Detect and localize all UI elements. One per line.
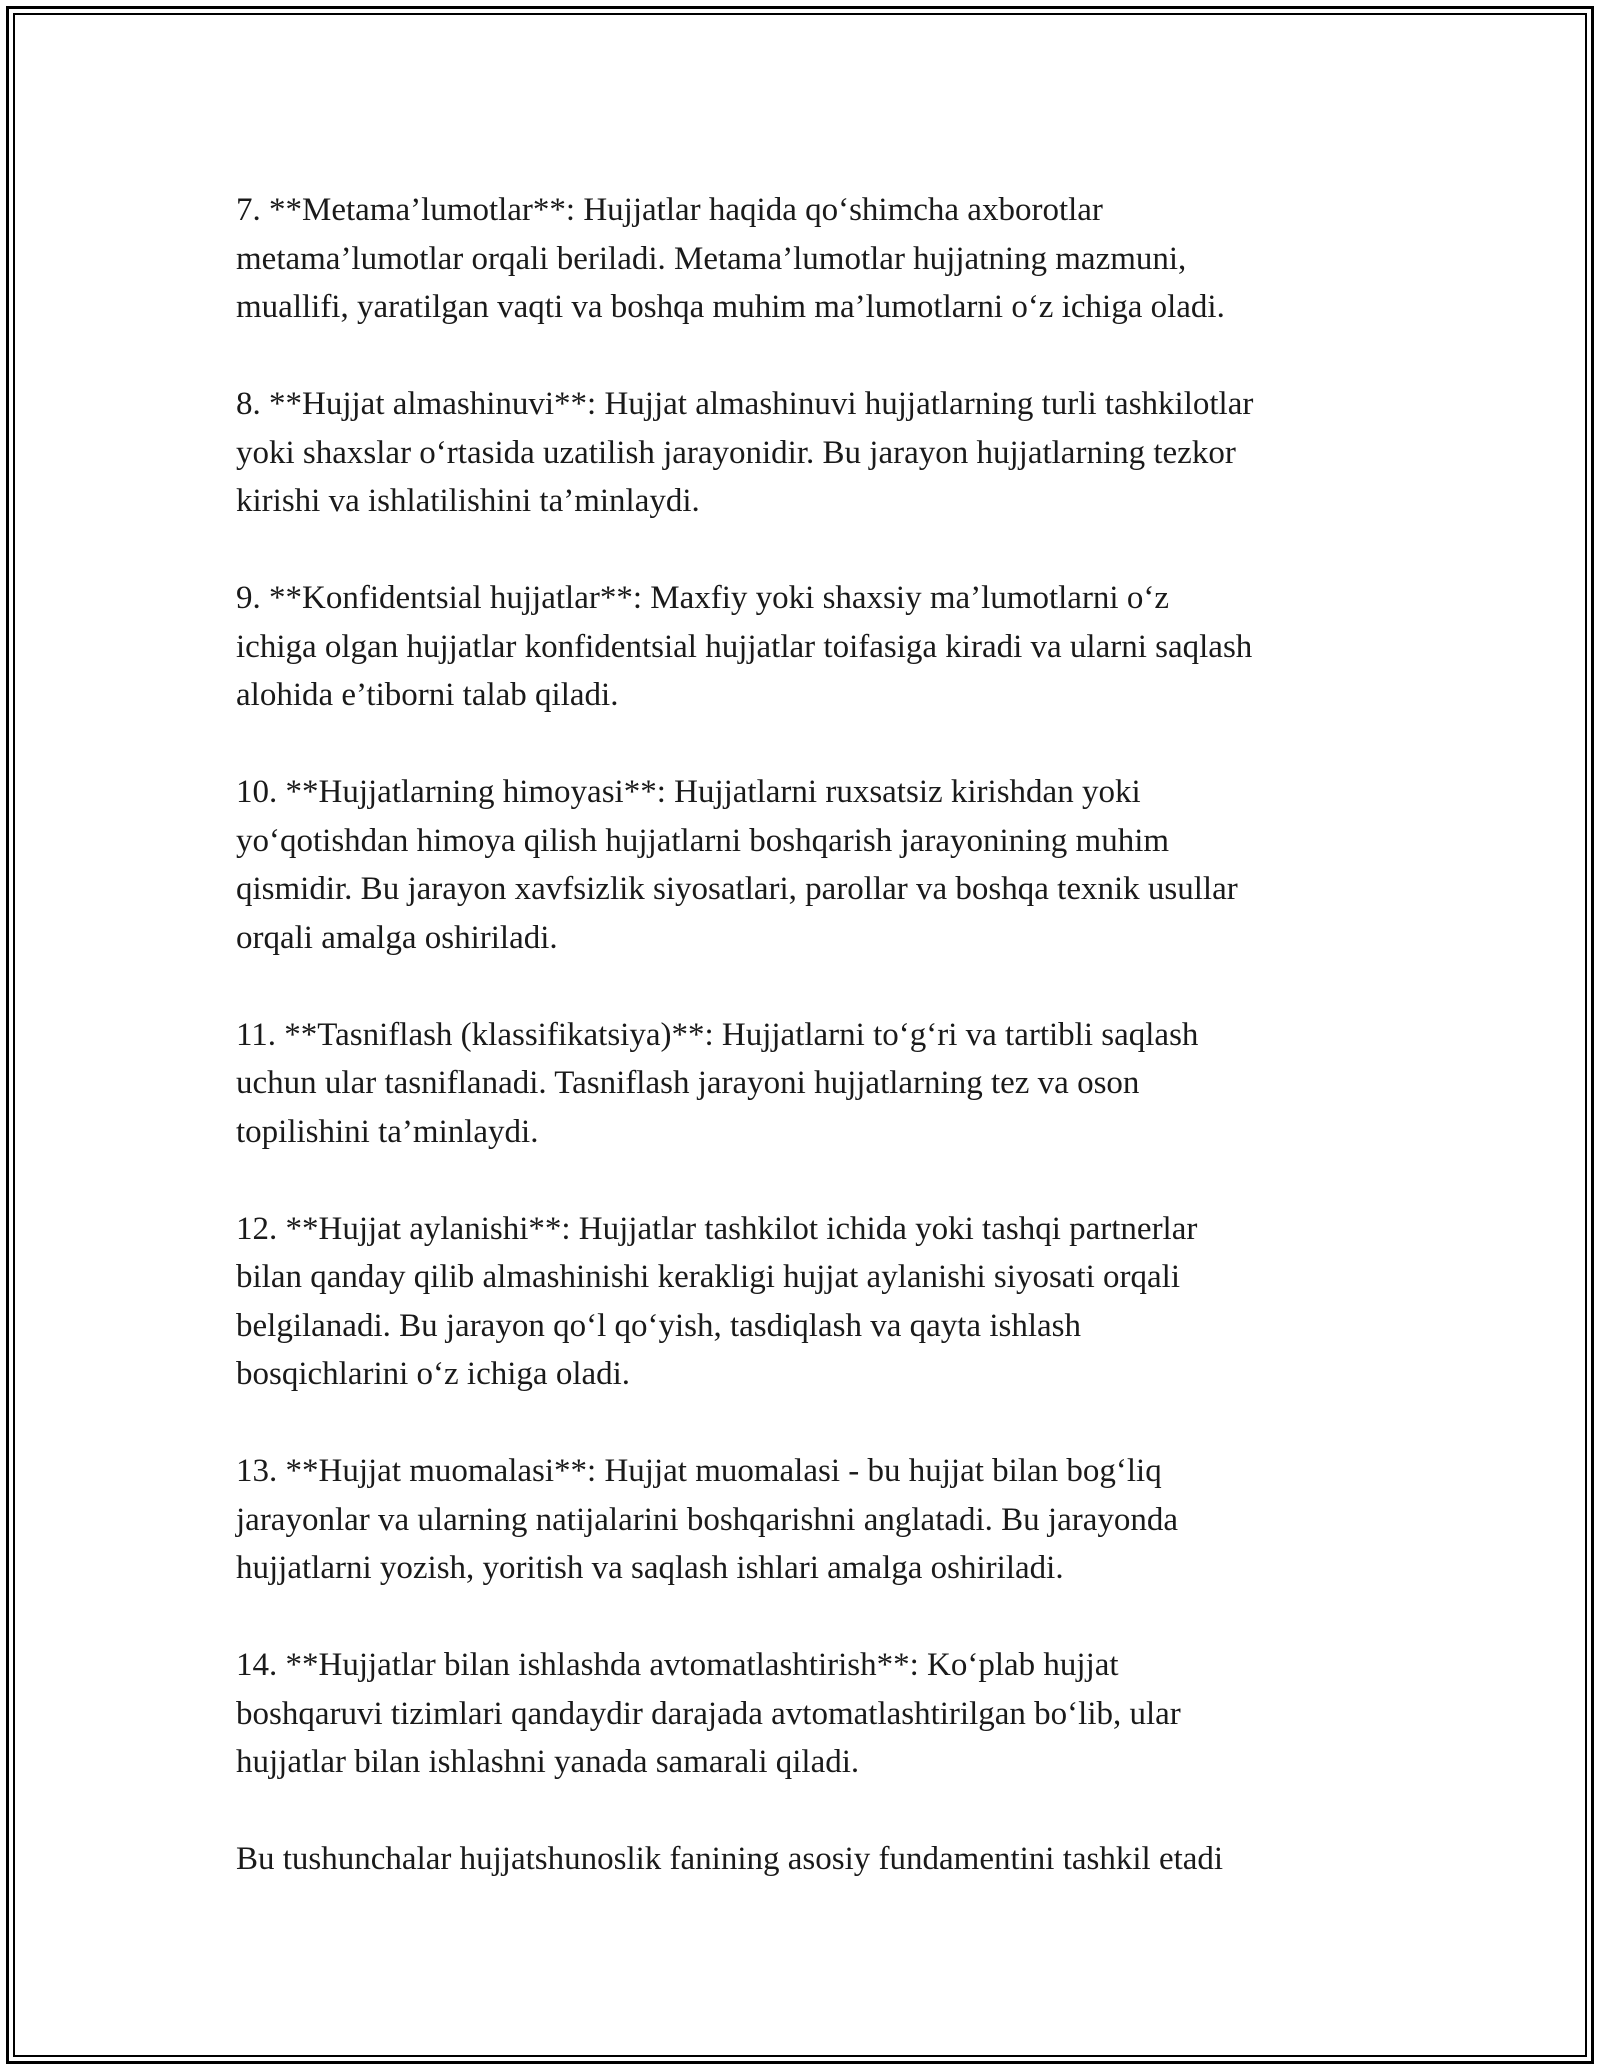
text-line: 12. **Hujjat aylanishi**: Hujjatlar tashkilot ichida yoki tashqi partnerlar	[236, 1210, 1198, 1247]
paragraph-item-12	[236, 1205, 1426, 1399]
text-line: bilan qanday qilib almashinishi kerakligi hujjat aylanishi siyosati orqali	[236, 1259, 1180, 1295]
paragraph-item-14	[236, 1641, 1426, 1787]
paragraph-item-8	[236, 380, 1426, 526]
text-line: 10. **Hujjatlarning himoyasi**: Hujjatlarni ruxsatsiz kirishdan yoki	[236, 774, 1141, 810]
text-line: muallifi, yaratilgan vaqti va boshqa muhim ma’lumotlarni o‘z ichiga oladi.	[236, 289, 1225, 325]
text-line: belgilanadi. Bu jarayon qo‘l qo‘yish, tasdiqlash va qayta ishlash	[236, 1307, 1081, 1344]
text-line: ichiga olgan hujjatlar konfidentsial hujjatlar toifasiga kiradi va ularni saqlash	[236, 628, 1253, 665]
text-line: hujjatlar bilan ishlashni yanada samarali qiladi.	[236, 1744, 860, 1780]
paragraph-item-10	[236, 768, 1426, 962]
text-line: hujjatlarni yozish, yoritish va saqlash ishlari amalga oshiriladi.	[236, 1550, 1064, 1586]
text-line: bosqichlarini o‘z ichiga oladi.	[236, 1356, 631, 1392]
text-line: Bu tushunchalar hujjatshunoslik fanining asosiy fundamentini tashkil etadi	[236, 1841, 1224, 1877]
text-line: alohida e’tiborni talab qiladi.	[236, 677, 619, 713]
text-line: topilishini ta’minlaydi.	[236, 1113, 539, 1150]
text-line: kirishi va ishlatilishini ta’minlaydi.	[236, 483, 700, 519]
text-line: 7. **Metama’lumotlar**: Hujjatlar haqida qo‘shimcha axborotlar	[236, 192, 1103, 228]
text-line: jarayonlar va ularning natijalarini boshqarishni anglatadi. Bu jarayonda	[236, 1501, 1179, 1538]
text-line: uchun ular tasniflanadi. Tasniflash jarayoni hujjatlarning tez va oson	[236, 1065, 1140, 1101]
paragraph-item-13	[236, 1447, 1426, 1593]
text-line: 8. **Hujjat almashinuvi**: Hujjat almashinuvi hujjatlarning turli tashkilotlar	[236, 386, 1254, 422]
paragraph-item-7	[236, 186, 1426, 332]
paragraph-conclusion	[236, 1835, 1426, 1884]
text-line: 9. **Konfidentsial hujjatlar**: Maxfiy yoki shaxsiy ma’lumotlarni o‘z	[236, 580, 1169, 616]
text-line: qismidir. Bu jarayon xavfsizlik siyosatlari, parollar va boshqa texnik usullar	[236, 871, 1238, 907]
paragraph-item-9	[236, 574, 1426, 720]
text-line: yoki shaxslar o‘rtasida uzatilish jarayonidir. Bu jarayon hujjatlarning tezkor	[236, 434, 1236, 471]
text-line: 11. **Tasniflash (klassifikatsiya)**: Hujjatlarni to‘g‘ri va tartibli saqlash	[236, 1016, 1199, 1053]
text-line: metama’lumotlar orqali beriladi. Metama’lumotlar hujjatning mazmuni,	[236, 240, 1187, 277]
document-body	[236, 186, 1426, 1884]
text-line: yo‘qotishdan himoya qilish hujjatlarni boshqarish jarayonining muhim	[236, 822, 1170, 859]
text-line: orqali amalga oshiriladi.	[236, 919, 558, 956]
paragraph-item-11	[236, 1011, 1426, 1157]
text-line: 14. **Hujjatlar bilan ishlashda avtomatlashtirish**: Ko‘plab hujjat	[236, 1647, 1119, 1683]
text-line: 13. **Hujjat muomalasi**: Hujjat muomalasi - bu hujjat bilan bog‘liq	[236, 1453, 1162, 1489]
text-line: boshqaruvi tizimlari qandaydir darajada avtomatlashtirilgan bo‘lib, ular	[236, 1695, 1181, 1732]
